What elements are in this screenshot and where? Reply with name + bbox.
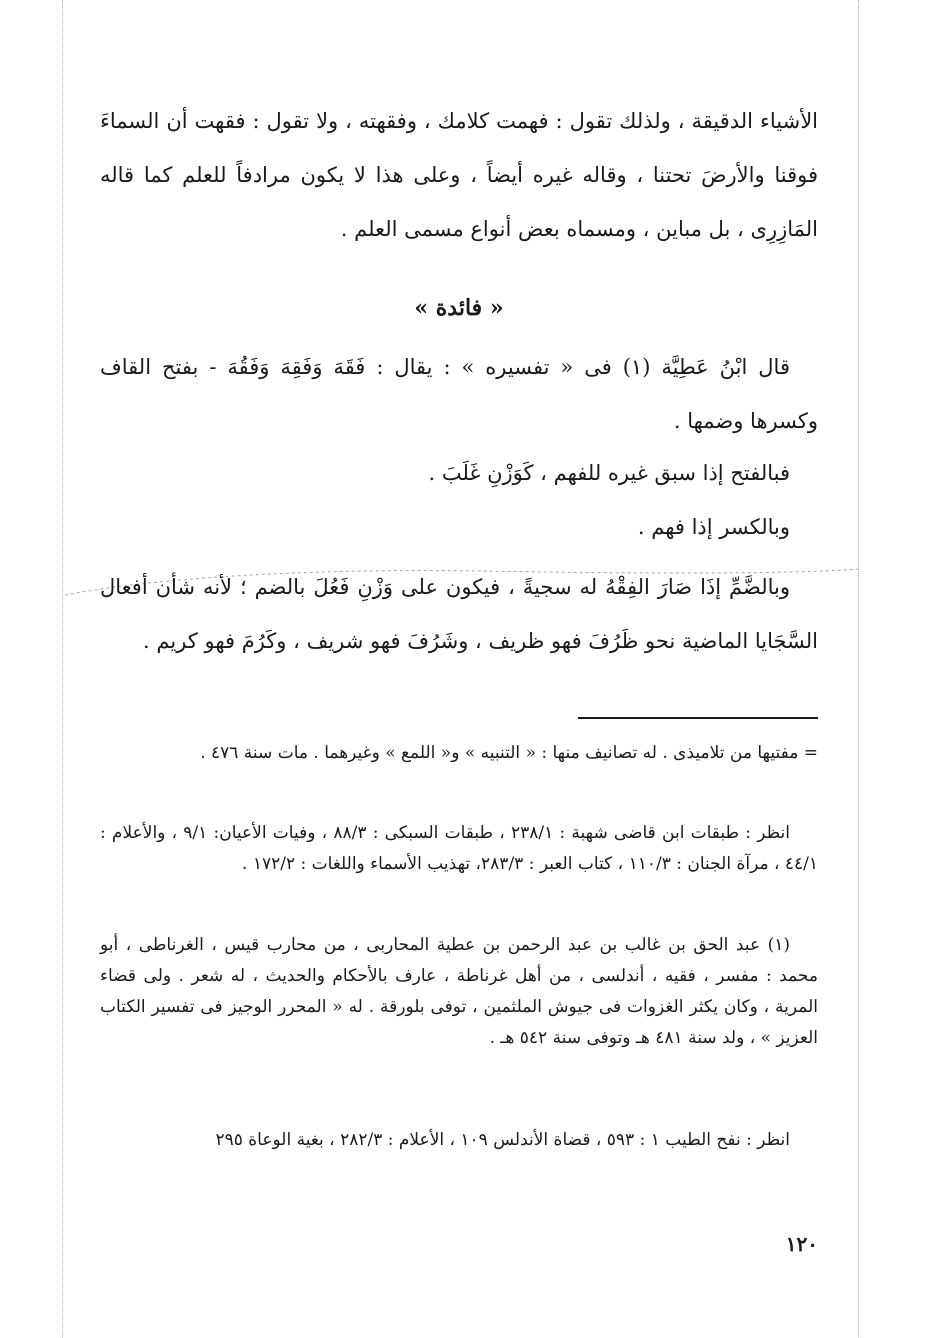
scan-margin-line-left: [62, 0, 63, 1338]
page-number: ١٢٠: [785, 1232, 818, 1256]
scan-margin-line-right: [858, 0, 859, 1338]
footnote-1: (١) عبد الحق بن غالب بن عبد الرحمن بن عطية المحاربى ، من محارب قيس ، الغرناطى ، أبو محمد : مفسر ، فقيه ، أندلسى ، من أهل غرناطة ، عارف بالأحكام والحديث ، له شعر . ولى قضاء المرية ، وكان يكثر الغزوات فى جيوش الملثمين ، توفى بلورقة . له « المحرر الوجيز فى تفسير الكتاب العزيز » ، ولد سنة ٤٨١ هـ وتوفى سنة ٥٤٢ هـ .: [100, 935, 818, 1048]
body-paragraph-ibn-atiyya: قال ابْنُ عَطِيَّة (١) فى « تفسيره » : يقال : فَقَهَ وَفَقِهَ وَفَقُهَ - بفتح القاف وكسرها وضمها .: [100, 355, 818, 433]
footnote-sources-2: انظر : نفح الطيب ١ : ٥٩٣ ، قضاة الأندلس ١٠٩ ، الأعلام : ٢٨٢/٣ ، بغية الوعاة ٢٩٥: [215, 1130, 790, 1150]
footnote-divider: [578, 717, 818, 719]
footnote-sources-1: انظر : طبقات ابن قاضى شهبة : ٢٣٨/١ ، طبقات السبكى : ٨٨/٣ ، وفيات الأعيان: ٩/١ ، والأعلام : ٤٤/١ ، مرآة الجنان : ١١٠/٣ ، كتاب العبر : ٢٨٣/٣، تهذيب الأسماء واللغات : ١٧٢/٢ .: [100, 823, 818, 874]
body-paragraph-damm: وبالضَّمِّ إذَا صَارَ الفِقْهُ له سجيةً ، فيكون على وَزْنِ فَعُلَ بالضم ؛ لأنه شأن أفعال السَّجَايا الماضية نحو ظَرُفَ فهو ظريف ، وشَرُفَ فهو شريف ، وكَرُمَ فهو كريم .: [100, 575, 818, 653]
body-paragraph-fath: فبالفتح إذا سبق غيره للفهم ، كَوَزْنِ غَلَبَ .: [428, 461, 790, 485]
intro-paragraph: الأشياء الدقيقة ، ولذلك تقول : فهمت كلامك ، وفقهته ، ولا تقول : فقهت أن السماءَ فوقنا والأرضَ تحتنا ، وقاله غيره أيضاً ، وعلى هذا لا يكون مرادفاً للعلم كما قاله المَازِرِى ، بل مباين ، ومسماه بعض أنواع مسمى العلم .: [100, 109, 818, 241]
body-paragraph-kasr: وبالكسر إذا فهم .: [637, 515, 790, 539]
footnote-continuation: = مفتيها من تلاميذى . له تصانيف منها : « التنبيه » و« اللمع » وغيرهما . مات سنة ٤٧٦ .: [200, 743, 818, 763]
section-heading: « فائدة »: [414, 295, 504, 321]
